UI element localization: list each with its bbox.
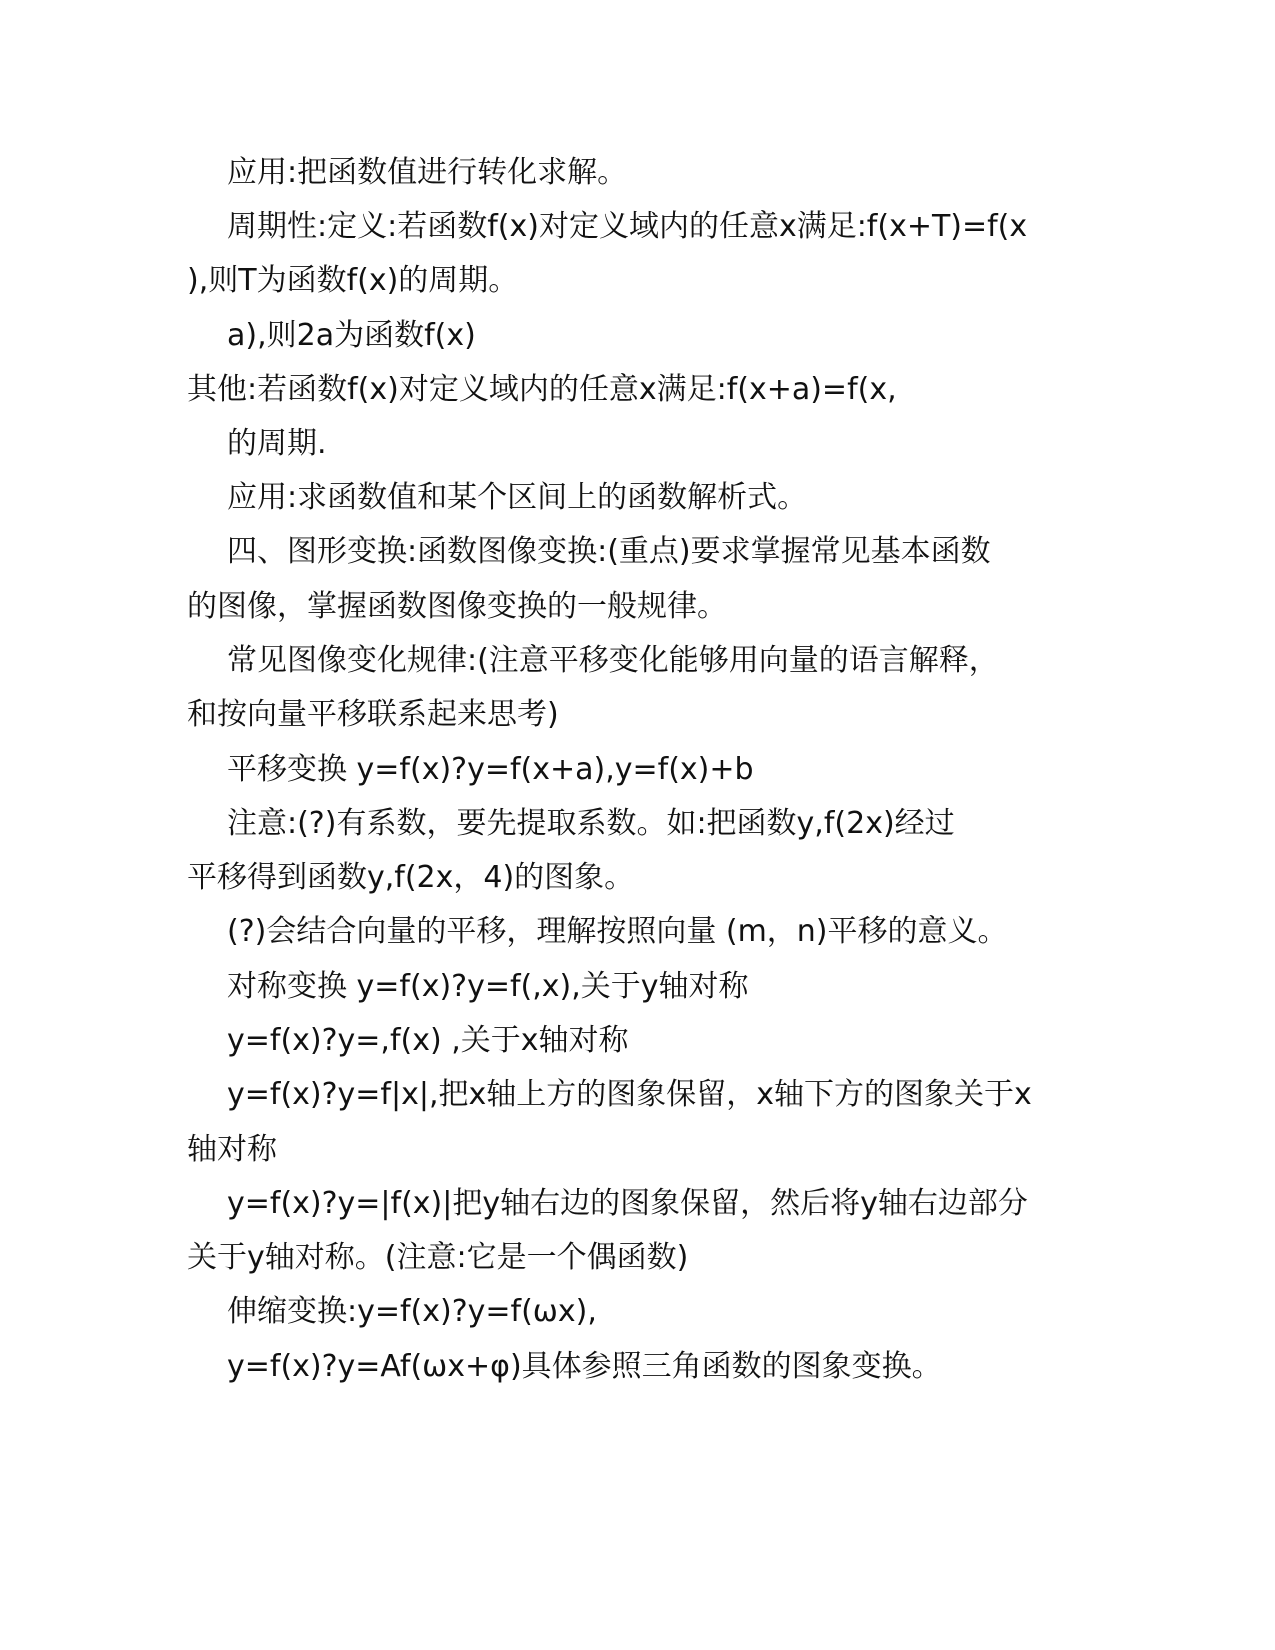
text-line: 应用:把函数值进行转化求解。 [227, 155, 628, 190]
text-line: 应用:求函数值和某个区间上的函数解析式。 [227, 480, 808, 515]
text-line: 平移得到函数y,f(2x，4)的图象。 [187, 860, 635, 895]
text-line: 四、图形变换:函数图像变换:(重点)要求掌握常见基本函数 [227, 534, 991, 569]
text-line: y=f(x)?y=Af(ωx+φ)具体参照三角函数的图象变换。 [227, 1349, 942, 1384]
text-line: 常见图像变化规律:(注意平移变化能够用向量的语言解释， [227, 643, 999, 678]
text-line: 的图像，掌握函数图像变换的一般规律。 [187, 589, 727, 624]
text-line: 伸缩变换:y=f(x)?y=f(ωx), [227, 1294, 597, 1329]
text-line: y=f(x)?y=,f(x) ,关于x轴对称 [227, 1023, 629, 1058]
text-line: 其他:若函数f(x)对定义域内的任意x满足:f(x+a)=f(x, [187, 372, 897, 407]
text-line: 和按向量平移联系起来思考) [187, 697, 559, 732]
text-line: (?)会结合向量的平移，理解按照向量 (m，n)平移的意义。 [227, 914, 1008, 949]
text-line: 关于y轴对称。(注意:它是一个偶函数) [187, 1240, 689, 1275]
text-line: 对称变换 y=f(x)?y=f(,x),关于y轴对称 [227, 969, 749, 1004]
text-line: 轴对称 [187, 1132, 277, 1167]
text-line: a),则2a为函数f(x) [227, 318, 476, 353]
text-line: 周期性:定义:若函数f(x)对定义域内的任意x满足:f(x+T)=f(x [227, 209, 1028, 244]
text-line: y=f(x)?y=f|x|,把x轴上方的图象保留，x轴下方的图象关于x [227, 1077, 1032, 1112]
text-line: y=f(x)?y=|f(x)|把y轴右边的图象保留，然后将y轴右边部分 [227, 1186, 1028, 1221]
text-line: ),则T为函数f(x)的周期。 [187, 263, 519, 298]
text-line: 的周期. [227, 426, 327, 461]
text-line: 注意:(?)有系数，要先提取系数。如:把函数y,f(2x)经过 [227, 806, 955, 841]
text-line: 平移变换 y=f(x)?y=f(x+a),y=f(x)+b [227, 752, 754, 787]
